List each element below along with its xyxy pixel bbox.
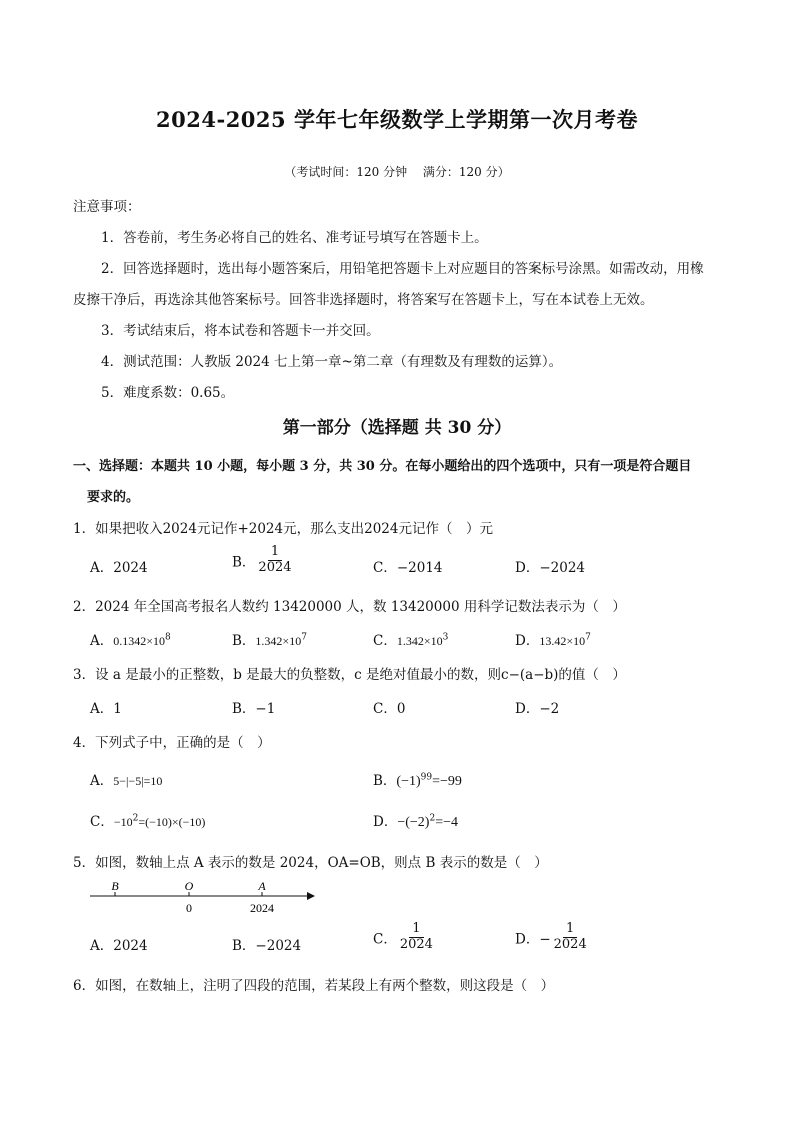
- q5-stem: 5．如图，数轴上点 A 表示的数是 2024，OA=OB，则点 B 表示的数是（ ）: [73, 855, 548, 871]
- instruction-line-2: 要求的。: [87, 490, 140, 505]
- q3-stem: 3．设 a 是最小的正整数，b 是最大的负整数，c 是绝对值最小的数，则c−(a−b)的值（ ）: [73, 667, 626, 683]
- q2-option-d: D．$13.42\times 10^7$: [515, 632, 591, 649]
- q1-stem: 1．如果把收入2024元记作+2024元，那么支出2024元记作（ ）元: [73, 521, 493, 537]
- q3-option-a: A．1: [90, 701, 122, 717]
- q4-option-d: D．$-(-2)^2=-4$: [373, 813, 458, 830]
- q5-option-b: B．−2024: [232, 938, 302, 954]
- q4-option-b: B．$(-1)^{99}=-99$: [373, 772, 462, 789]
- q5-option-d: D．− $\frac{1}{2024}$: [515, 921, 587, 952]
- q3-option-d: D．−2: [515, 701, 560, 717]
- q2-option-b: B．$1.342\times 10^7$: [232, 632, 307, 649]
- q3-option-c: C．0: [373, 701, 406, 717]
- exam-info: （考试时间：120 分钟 满分：120 分）: [284, 165, 510, 179]
- instruction-line-1: 一、选择题：本题共 10 小题，每小题 3 分，共 30 分。在每小题给出的四个选项中，只有一项是符合题目: [73, 459, 692, 474]
- notice-2b: 皮擦干净后，再选涂其他答案标号。回答非选择题时，将答案写在答题卡上，写在本试卷上无效。: [73, 292, 654, 308]
- notice-2a: 2．回答选择题时，选出每小题答案后，用铅笔把答题卡上对应题目的答案标号涂黑。如需改动，用橡: [101, 261, 704, 277]
- tick-label-2024: 2024: [250, 901, 274, 915]
- page-title: 2024-2025 学年七年级数学上学期第一次月考卷: [156, 107, 638, 132]
- q2-option-c: C．$1.342\times 10^3$: [373, 632, 449, 649]
- q4-stem: 4．下列式子中，正确的是（ ）: [73, 735, 271, 751]
- number-line-figure: [85, 876, 325, 918]
- q4-option-c: C．$-10^2=(-10)\times(-10)$: [90, 813, 206, 830]
- notice-1: 1．答卷前，考生务必将自己的姓名、准考证号填写在答题卡上。: [101, 230, 488, 246]
- q2-stem: 2．2024 年全国高考报名人数约 13420000 人，数 13420000 用科学记数法表示为（ ）: [73, 599, 626, 615]
- section-title: 第一部分（选择题 共 30 分）: [282, 418, 512, 438]
- q1-option-b: B． $\frac{1}{2024}$: [232, 544, 292, 575]
- q5-option-c: C． $\frac{1}{2024}$: [373, 921, 433, 952]
- q2-option-a: A．$0.1342\times 10^8$: [90, 632, 171, 649]
- label-a: A: [258, 879, 266, 893]
- notice-5: 5．难度系数：0.65。: [101, 385, 235, 401]
- q5-option-a: A．2024: [90, 938, 148, 954]
- q6-stem: 6．如图，在数轴上，注明了四段的范围，若某段上有两个整数，则这段是（ ）: [73, 978, 555, 994]
- q3-option-b: B．−1: [232, 701, 276, 717]
- label-b: B: [111, 879, 119, 893]
- q4-option-a: A．5−|−5|=10: [90, 773, 163, 789]
- notice-4: 4．测试范围：人教版 2024 七上第一章~第二章（有理数及有理数的运算）。: [101, 354, 563, 370]
- q1-option-c: C．−2014: [373, 560, 443, 576]
- notice-heading: 注意事项：: [73, 199, 141, 215]
- number-line-arrow: [307, 892, 315, 900]
- label-o: O: [184, 879, 194, 893]
- q1-option-a: A．2024: [90, 560, 148, 576]
- notice-3: 3．考试结束后，将本试卷和答题卡一并交回。: [101, 323, 380, 339]
- q1-option-d: D．−2024: [515, 560, 585, 576]
- tick-label-0: 0: [186, 901, 192, 915]
